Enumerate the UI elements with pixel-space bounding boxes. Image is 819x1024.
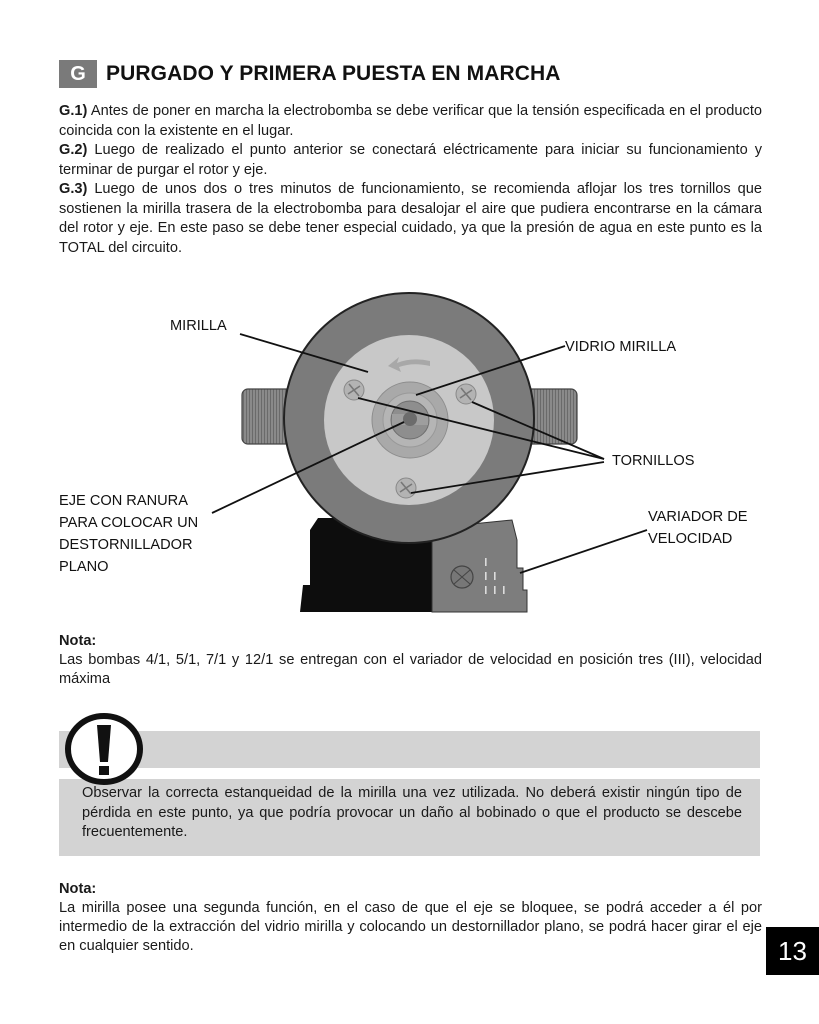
speed-knob: [451, 566, 473, 588]
screw: [396, 478, 416, 498]
label-mirilla: MIRILLA: [170, 318, 227, 334]
label-eje-line: EJE CON RANURA: [59, 493, 188, 509]
step-label: G.3): [59, 181, 88, 197]
step-text: Antes de poner en marcha la electrobomba se debe verificar que la tensión especificada en el producto coincida con la existente en el lugar.: [59, 103, 762, 139]
step-label: G.1): [59, 103, 88, 119]
screw: [456, 384, 476, 404]
nota-text: La mirilla posee una segunda función, en el caso de que el eje se bloquee, se podrá acceder a él por intermedio de la extracción del vidrio mirilla y colocando un destornillador plano, se podrá hacer girar el eje en cualquier sentido.: [59, 900, 762, 954]
page-number: 13: [766, 927, 819, 975]
label-vidrio-mirilla: VIDRIO MIRILLA: [565, 339, 677, 355]
step-text: Luego de realizado el punto anterior se conectará eléctricamente para iniciar su funcionamiento y terminar de purgar el rotor y eje.: [59, 142, 762, 178]
label-eje-line: PLANO: [59, 559, 109, 575]
warning-header-bar: [59, 731, 760, 768]
label-eje: [59, 490, 198, 578]
screw: [344, 380, 364, 400]
label-variador-line: VARIADOR DE: [648, 509, 748, 525]
label-variador: [648, 506, 747, 550]
leader-variador: [520, 530, 647, 573]
warning-text: Observar la correcta estanqueidad de la mirilla una vez utilizada. No deberá existir ningún tipo de pérdida en este punto, ya que podría provocar un daño al bobinado o que el producto se descebe frecuentemente.: [82, 785, 742, 840]
label-tornillos: TORNILLOS: [612, 453, 695, 469]
exclamation-icon: [63, 712, 145, 786]
step-text: Luego de unos dos o tres minutos de funcionamiento, se recomienda aflojar los tres tornillos que sostienen la mirilla trasera de la electrobomba para desalojar el aire que pudiera encontrarse en la cámara del rotor y eje. En este paso se debe tener especial cuidado, ya que la presión de agua en este punto es la TOTAL del circuito.: [59, 181, 762, 256]
nota-text: Las bombas 4/1, 5/1, 7/1 y 12/1 se entregan con el variador de velocidad en posición tres (III), velocidad máxima: [59, 652, 762, 687]
section-title: PURGADO Y PRIMERA PUESTA EN MARCHA: [106, 62, 561, 85]
label-eje-line: DESTORNILLADOR: [59, 537, 193, 553]
step-label: G.2): [59, 142, 88, 158]
label-eje-line: PARA COLOCAR UN: [59, 515, 199, 531]
nota-heading: Nota:: [59, 633, 97, 649]
nota-heading: Nota:: [59, 881, 97, 897]
label-variador-line: VELOCIDAD: [648, 531, 733, 547]
section-letter-badge: G: [59, 60, 97, 88]
